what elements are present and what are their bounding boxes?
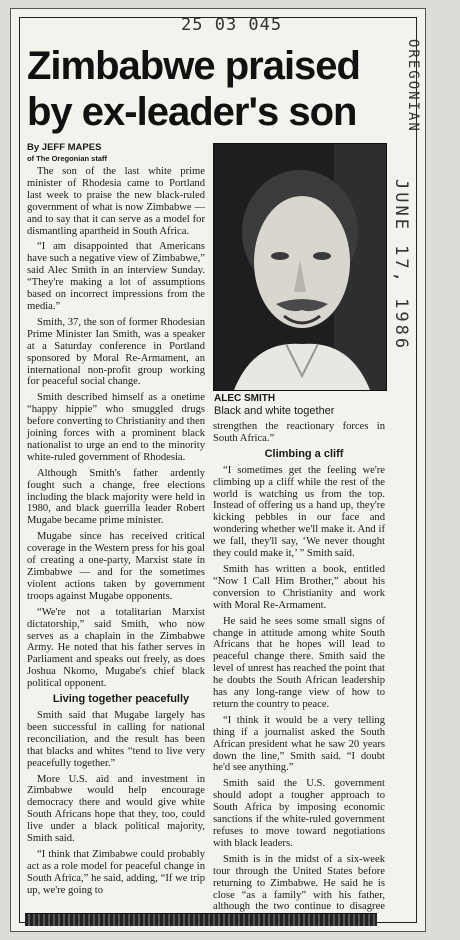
paragraph: Smith said that Mugabe largely has been successful in calling for national reconciliation, and the result has been that blacks and whites “tend to live very peacefully together.” <box>27 709 205 769</box>
left-column <box>27 166 205 901</box>
paragraph: “I sometimes get the feeling we're climbing up a cliff while the rest of the world is watching us from the top. Instead of offering us a hand up, they're kicking pebbles in our face and wondering whether we'll make it. And if we fall, they'll say, ‘We never thought they could make it,’ ” Smith said. <box>213 464 385 560</box>
paragraph: More U.S. aid and investment in Zimbabwe would help encourage democracy there and would give white South Africans hope that they, too, could live under a black political majority, Smith said. <box>27 773 205 845</box>
paragraph: Although Smith's father ardently fought such a change, free elections including the black majority were held in 1980, and black guerrilla leader Robert Mugabe became prime minister. <box>27 467 205 527</box>
portrait-photo <box>213 143 387 391</box>
byline-author: By JEFF MAPES <box>27 142 102 153</box>
photo-caption-name: ALEC SMITH <box>214 393 276 404</box>
paragraph: “I am disappointed that Americans have such a negative view of Zimbabwe,” said Alec Smith in an interview Sunday. “They're making a lot of assumptions based on incorrect impressions from the media.” <box>27 241 205 312</box>
paragraph: “I think it would be a very telling thing if a journalist asked the South African president what he saw 20 years down the line,” Smith said. “I doubt he'd see anything.” <box>213 714 385 774</box>
headline: Zimbabwe praised by ex-leader's son <box>27 44 360 134</box>
paragraph: Smith, 37, the son of former Rhodesian Prime Minister Ian Smith, was a speaker at a Saturday conference in Portland sponsored by Moral Re-Armament, an international non-profit group working for peaceful social change. <box>27 316 205 388</box>
paragraph: The son of the last white prime minister of Rhodesia came to Portland last week to praise the new black-ruled government of what is now Zimbabwe — and to say that it can serve as a model for dismantling apartheid in South Africa. <box>27 166 205 237</box>
paragraph: Smith is in the midst of a six-week tour through the United States before returning to Zimbabwe. He said he is close “as a family” with his father, although the two continue to disagree <box>213 853 385 913</box>
handwritten-code: 25 03 045 <box>181 15 283 35</box>
subhead-living-together: Living together peacefully <box>52 693 190 706</box>
newspaper-clipping <box>10 8 426 932</box>
byline <box>27 142 107 164</box>
paragraph-continued: strengthen the reactionary forces in South Africa.” <box>213 421 385 444</box>
source-note-text: OREGONIAN <box>405 39 421 133</box>
portrait-illustration <box>214 144 386 390</box>
paragraph: Smith has written a book, entitled “Now I Call Him Brother,” about his conversion to Christianity and work with Moral Re-Armament. <box>213 563 385 611</box>
subhead-climbing-cliff: Climbing a cliff <box>264 447 344 460</box>
paragraph: He said he sees some small signs of change in attitude among white South Africans that he hopes will lead to peaceful change there. Smith said the level of unrest has reached the point that he doubts the South African leadership has any long-range view of how to return the country to peace. <box>213 615 385 710</box>
torn-bottom-edge <box>25 913 377 926</box>
byline-staff: of The Oregonian staff <box>27 154 108 163</box>
paragraph: Mugabe since has received critical coverage in the Western press for his goal of creating a one-party, Marxist state in Zimbabwe — and for the sometimes violent actions taken by government troops against Mugabe opponents. <box>27 531 205 602</box>
right-column <box>213 421 385 929</box>
paragraph: “We're not a totalitarian Marxist dictatorship,” said Smith, who now serves as a chaplain in the Zimbabwe Army. He noted that his father serves in Parliament and speaks out freely, as does Joshua Nkomo, Mugabe's chief black political opponent. <box>27 606 205 690</box>
paragraph: Smith described himself as a onetime “happy hippie” who smuggled drugs before converting to Christianity and then joining forces with a prominent black nationalist to urge an end to the minority white-ruled government of Rhodesia. <box>27 392 205 463</box>
photo-caption-text: Black and white together <box>214 405 335 417</box>
paragraph: Smith said the U.S. government should adopt a tougher approach to South Africa by imposing economic sanctions if the white-ruled government refuses to move toward negotiations with black leaders. <box>213 778 385 849</box>
date-note-text: JUNE 17, 1986 <box>391 179 411 352</box>
handwritten-date-note <box>383 179 413 479</box>
paragraph: “I think that Zimbabwe could probably act as a role model for peaceful change in South Africa,” he said, adding, “If we trip up, we're going to <box>27 848 205 896</box>
